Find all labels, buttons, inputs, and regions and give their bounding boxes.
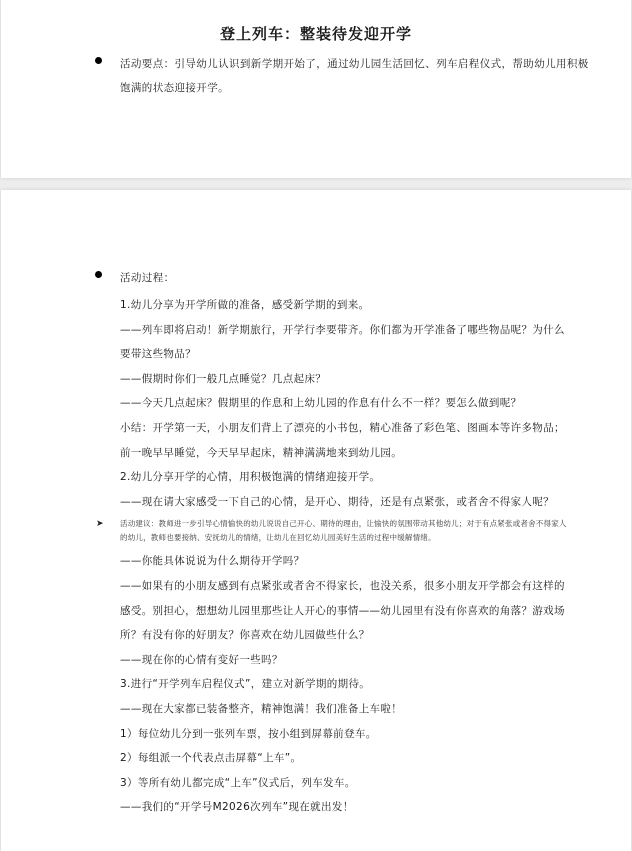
process-label: 活动过程：	[120, 272, 175, 284]
document-page-2	[1, 190, 631, 851]
process-heading	[95, 266, 591, 290]
paragraph: ——现在请大家感受一下自己的心情，是开心、期待，还是有点紧张，或者舍不得家人呢？	[120, 495, 554, 508]
paragraph: 3.进行“开学列车启程仪式”，建立对新学期的期待。	[120, 678, 371, 691]
paragraph: 1）每位幼儿分到一张列车票，按小组到屏幕前登车。	[120, 727, 377, 740]
document-page-1	[1, 0, 631, 178]
process-content	[96, 293, 571, 820]
paragraph: ——假期时你们一般几点睡觉？几点起床？	[120, 372, 327, 385]
objective-text: 活动要点：引导幼儿认识到新学期开始了，通过幼儿园生活回忆、列车启程仪式，帮助幼儿用积极饱满的状态迎接开学。	[120, 58, 589, 94]
objective-item	[95, 52, 591, 100]
paragraph: ——你能具体说说为什么期待开学吗？	[120, 555, 305, 568]
arrow-bullet-icon: ➤	[96, 519, 104, 530]
paragraph: 2）每组派一个代表点击屏幕“上车”。	[120, 752, 302, 765]
paragraph: 小结：开学第一天，小朋友们背上了漂亮的小书包，精心准备了彩色笔、图画本等许多物品；前一晚早早睡觉，今天早早起床，精神满满地来到幼儿园。	[120, 421, 565, 459]
paragraph: ——列车即将启动！新学期旅行，开学行李要带齐。你们都为开学准备了哪些物品呢？为什么要带这些物品？	[120, 323, 565, 361]
suggestion-text: 活动建议：教师进一步引导心情愉快的幼儿说说自己开心、期待的理由，让愉快的氛围带动其他幼儿；对于有点紧张或者舍不得家人的幼儿，教师也要接纳、安抚幼儿的情绪，让幼儿在回忆幼儿园美好生活的过程中缓解情绪。	[120, 519, 567, 543]
paragraph: 1.幼儿分享为开学所做的准备，感受新学期的到来。	[120, 299, 370, 311]
paragraph: 3）等所有幼儿都完成“上车”仪式后，列车发车。	[120, 776, 356, 789]
page-title: 登上列车：整装待发迎开学	[219, 25, 412, 43]
paragraph: 2.幼儿分享开学的心情，用积极饱满的情绪迎接开学。	[120, 471, 381, 484]
paragraph: ——今天几点起床？假期里的作息和上幼儿园的作息有什么不一样？要怎么做到呢？	[120, 397, 522, 410]
paragraph: ——现在大家都已装备整齐，精神饱满！我们准备上车啦！	[120, 702, 403, 715]
bullet-dot-icon	[95, 57, 102, 64]
paragraph: ——现在你的心情有变好一些吗？	[120, 653, 283, 666]
suggestion-note	[96, 517, 571, 545]
bullet-dot-icon	[95, 271, 102, 278]
paragraph: ——我们的“开学号M2026次列车”现在就出发！	[120, 801, 354, 814]
paragraph: ——如果有的小朋友感到有点紧张或者舍不得家长，也没关系，很多小朋友开学都会有这样的感受。别担心，想想幼儿园里那些让人开心的事情——幼儿园里有没有你喜欢的角落？游戏场所？有没有你的好朋友？你喜欢在幼儿园做些什么？	[120, 579, 565, 642]
